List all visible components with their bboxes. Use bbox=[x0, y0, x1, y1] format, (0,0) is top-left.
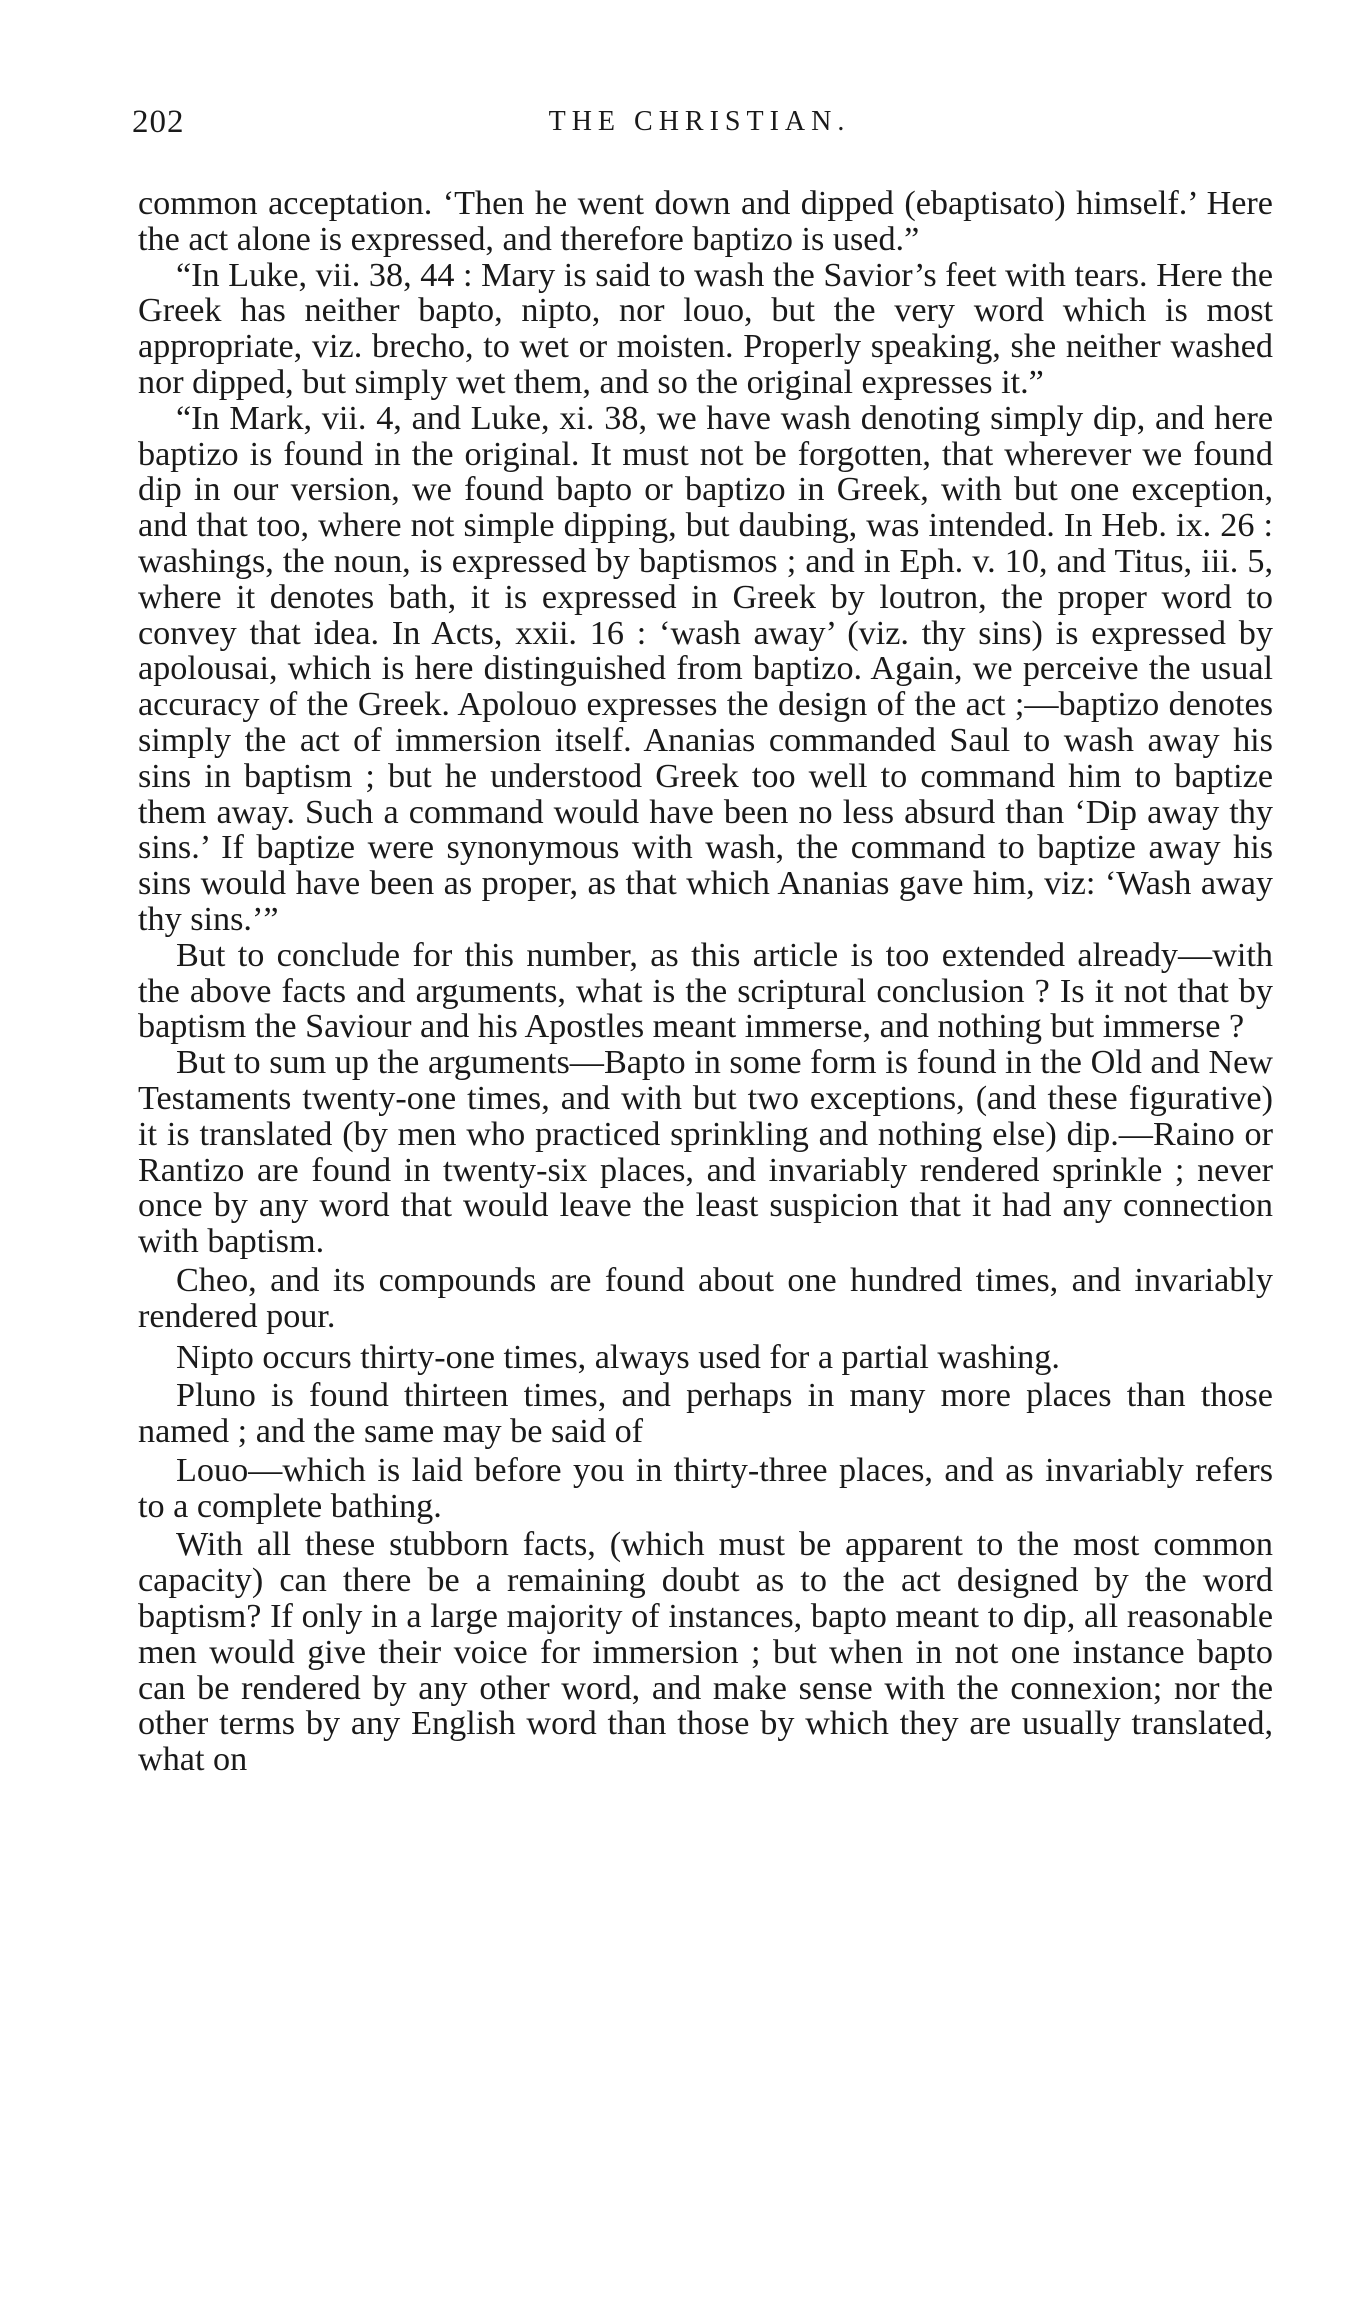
page-header bbox=[132, 100, 1267, 148]
paragraph-pluno: Pluno is found thirteen times, and perhaps in many more places than those named ; and the same may be said of bbox=[138, 1377, 1273, 1451]
paragraph-stubborn-facts: With all these stubborn facts, (which must be apparent to the most common capacity) can there be a remaining doubt as to the act designed by the word baptism? If only in a large majority of instances, bapto meant to dip, all reasonable men would give their voice for immersion ; but when in not one instance bapto can be rendered by any other word, and make sense with the connexion; nor the other terms by any English word than those by which they are usually translated, what on bbox=[138, 1526, 1273, 1779]
paragraph-continuation: common acceptation. ‘Then he went down and dipped (ebaptisato) himself.’ Here the act alone is expressed, and therefore baptizo is used.” bbox=[138, 185, 1273, 258]
page-number: 202 bbox=[132, 104, 185, 140]
paragraph-conclusion: But to conclude for this number, as this article is too extended already—with the above facts and arguments, what is the scriptural conclusion ? Is it not that by baptism the Saviour and his Apostles meant immerse, and nothing but immerse ? bbox=[138, 936, 1273, 1046]
paragraph-mark: “In Mark, vii. 4, and Luke, xi. 38, we have wash denoting simply dip, and here baptizo is found in the original. It must not be forgotten, that wherever we found dip in our version, we found bapto or baptizo in Greek, with but one exception, and that too, where not simple dipping, but daubing, was intended. In Heb. ix. 26 : washings, the noun, is expressed by baptismos ; and in Eph. v. 10, and Titus, iii. 5, where it denotes bath, it is expressed in Greek by loutron, the proper word to convey that idea. In Acts, xxii. 16 : ‘wash away’ (viz. thy sins) is expressed by apolousai, which is here distinguished from baptizo. Again, we perceive the usual accuracy of the Greek. Apolouo expresses the design of the act ;—baptizo denotes simply the act of immersion itself. Ananias commanded Saul to wash away his sins in baptism ; but he understood Greek too well to command him to baptize them away. Such a command would have been no less absurd than ‘Dip away thy sins.’ If baptize were synonymous with wash, the command to baptize away his sins would have been as proper, as that which Ananias gave him, viz: ‘Wash away thy sins.’” bbox=[138, 399, 1273, 938]
body-text bbox=[138, 186, 1273, 1778]
paragraph-summary: But to sum up the arguments—Bapto in some form is found in the Old and New Testaments twenty-one times, and with but two exceptions, (and these figurative) it is translated (by men who practiced sprinkling and nothing else) dip.—Raino or Rantizo are found in twenty-six places, and invariably rendered sprinkle ; never once by any word that would leave the least suspicion that it had any connection with baptism. bbox=[138, 1044, 1273, 1261]
running-head: THE CHRISTIAN. bbox=[548, 106, 851, 137]
paragraph-luke: “In Luke, vii. 38, 44 : Mary is said to wash the Savior’s feet with tears. Here the Greek has neither bapto, nipto, nor louo, but the very word which is most appropriate, viz. brecho, to wet or moisten. Properly speaking, she neither washed nor dipped, but simply wet them, and so the original expresses it.” bbox=[138, 256, 1273, 401]
paragraph-nipto: Nipto occurs thirty-one times, always used for a partial washing. bbox=[176, 1338, 1060, 1376]
paragraph-cheo: Cheo, and its compounds are found about one hundred times, and invariably rendered pour. bbox=[138, 1261, 1273, 1335]
paragraph-louo: Louo—which is laid before you in thirty-three places, and as invariably refers to a complete bathing. bbox=[138, 1451, 1273, 1525]
